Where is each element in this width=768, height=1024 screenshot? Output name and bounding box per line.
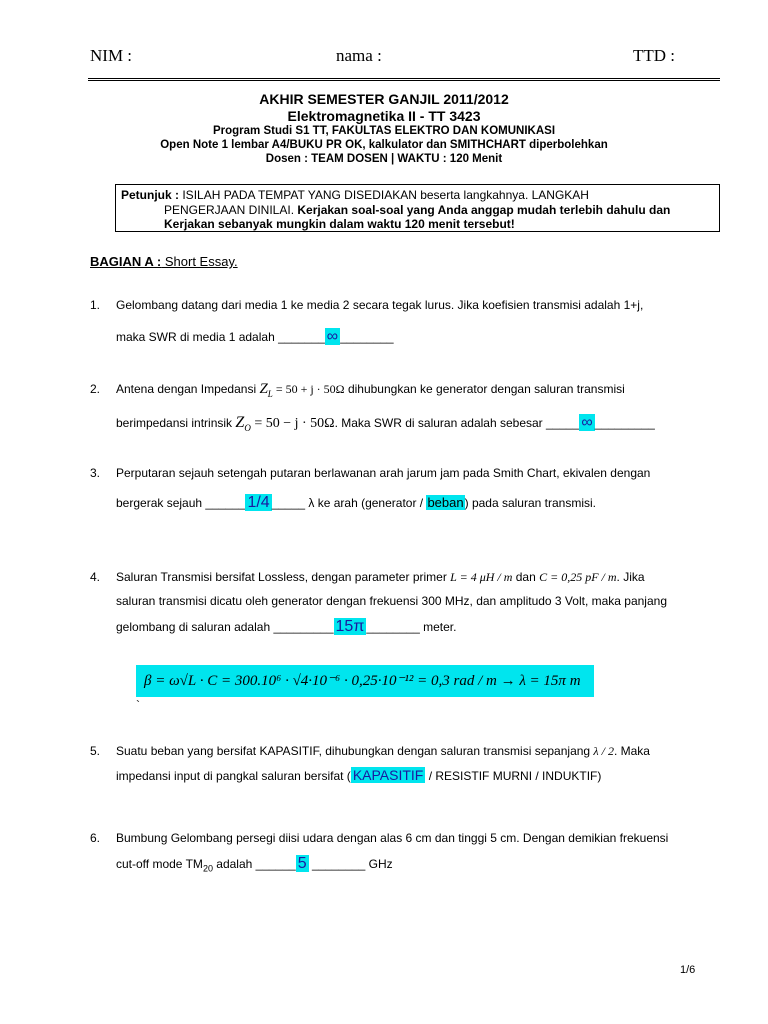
nama-label: nama : [336, 46, 382, 65]
nim-label: NIM : [90, 46, 133, 65]
answer-suffix: ________ [340, 330, 394, 344]
question-text: Perputaran sejauh setengah putaran berlawanan arah jarum jam pada Smith Chart, ekivalen dengan [116, 466, 651, 480]
question-number: 6. [90, 831, 101, 845]
inductance-expression: L = 4 μH / m [450, 570, 513, 584]
answer-prefix-2: adalah ______ [212, 857, 296, 871]
section-name: Short Essay. [161, 254, 238, 269]
text: dihubungkan ke generator dengan saluran transmisi [344, 382, 625, 396]
answer-highlight: ∞ [326, 328, 339, 345]
stray-mark: ` [136, 698, 140, 712]
dosen-line: Dosen : TEAM DOSEN | WAKTU : 120 Menit [265, 153, 503, 165]
answer-highlight: 15π [335, 618, 365, 635]
instructions-bold-2: Kerjakan sebanyak mungkin dalam waktu 120 menit tersebut! [164, 217, 515, 231]
text: berimpedansi intrinsik [116, 416, 233, 430]
section-heading [90, 254, 238, 269]
section-label: BAGIAN A : [90, 254, 162, 269]
solution-formula: β = ω√L · C = 300.10⁶ · √4·10⁻⁶ · 0,25·10⁻¹² = 0,3 rad / m → λ = 15π m [136, 665, 594, 697]
answer-middle: _____ λ ke arah (generator / [271, 496, 427, 510]
instructions-text-2: PENGERJAAN DINILAI. [164, 203, 295, 217]
text: Antena dengan Impedansi [116, 382, 257, 396]
answer-prefix: bergerak sejauh ______ [116, 496, 246, 510]
zl-subscript: L [267, 389, 273, 399]
program-line: Program Studi S1 TT, FAKULTAS ELEKTRO DAN KOMUNIKASI [212, 125, 556, 137]
text: . Jika [616, 570, 645, 584]
answer-prefix: cut-off mode TM [116, 857, 203, 871]
question-number: 1. [90, 298, 101, 312]
text: dan [512, 570, 540, 584]
answer-suffix: ________ GHz [308, 857, 393, 871]
answer-suffix: / RESISTIF MURNI / INDUKTIF) [425, 769, 602, 783]
zo-subscript: O [244, 423, 251, 434]
instructions-text-1: ISILAH PADA TEMPAT YANG DISEDIAKAN beserta langkahnya. LANGKAH [179, 188, 589, 202]
instructions-label: Petunjuk : [121, 188, 180, 202]
question-answer-line [116, 618, 720, 636]
text: Suatu beban yang bersifat KAPASITIF, dihubungkan dengan saluran transmisi sepanjang [116, 744, 594, 758]
ttd-label: TTD : [633, 46, 676, 65]
exam-title: AKHIR SEMESTER GANJIL 2011/2012 [259, 91, 509, 107]
answer-suffix: ) pada saluran transmisi. [464, 496, 596, 510]
answer-highlight: ∞ [581, 414, 593, 431]
instructions-box [115, 184, 720, 232]
answer-prefix: maka SWR di media 1 adalah _______ [116, 330, 325, 344]
length-expression: λ / 2 [593, 744, 614, 758]
zo-expression: = 50 − j · 50Ω [250, 416, 335, 431]
zl-symbol: Z [259, 381, 268, 397]
question-text: Gelombang datang dari media 1 ke media 2 secara tegak lurus. Jika koefisien transmisi adalah 1+j, [116, 298, 644, 312]
question-number: 5. [90, 744, 101, 758]
answer-prefix: impedansi input di pangkal saluran bersifat ( [116, 769, 351, 783]
text: . Maka [613, 744, 650, 758]
capacitance-expression: C = 0,25 pF / m [539, 570, 617, 584]
instructions-bold-1: Kerjakan soal-soal yang Anda anggap mudah terlebih dahulu dan [294, 203, 671, 217]
course-title: Elektromagnetika II - TT 3423 [287, 108, 481, 124]
question-text-2: saluran transmisi dicatu oleh generator dengan frekuensi 300 MHz, dan amplitudo 3 Volt, maka panjang [116, 594, 667, 608]
zl-expression: = 50 + j · 50Ω [272, 382, 345, 396]
answer-prefix: gelombang di saluran adalah _________ [116, 620, 334, 634]
zo-symbol: Z [235, 414, 245, 431]
question-answer-line [116, 328, 720, 346]
answer-highlight: 5 [297, 855, 307, 872]
question-text [116, 742, 720, 760]
question-number: 3. [90, 466, 101, 480]
question-text: Bumbung Gelombang persegi diisi udara dengan alas 6 cm dan tinggi 5 cm. Dengan demikian frekuensi [116, 831, 669, 845]
question-number: 4. [90, 570, 101, 584]
question-answer-line [116, 494, 720, 512]
answer-suffix: ________ meter. [366, 620, 457, 634]
question-answer-line [116, 855, 720, 877]
answer-highlight: 1/4 [247, 494, 270, 511]
mode-subscript: 20 [202, 863, 213, 874]
answer-suffix: _________ [594, 416, 655, 430]
page-number: 1/6 [680, 964, 696, 976]
answer-prefix: . Maka SWR di saluran adalah sebesar _____ [334, 416, 580, 430]
answer-highlight-2: beban [427, 495, 464, 510]
header-divider [88, 78, 720, 81]
question-text [116, 380, 720, 403]
question-text [116, 568, 720, 586]
question-number: 2. [90, 382, 101, 396]
question-answer-line [116, 414, 720, 437]
text: Saluran Transmisi bersifat Lossless, dengan parameter primer [116, 570, 451, 584]
open-note-line: Open Note 1 lembar A4/BUKU PR OK, kalkulator dan SMITHCHART diperbolehkan [160, 139, 608, 151]
answer-highlight: KAPASITIF [352, 767, 424, 783]
question-answer-line [116, 766, 720, 785]
